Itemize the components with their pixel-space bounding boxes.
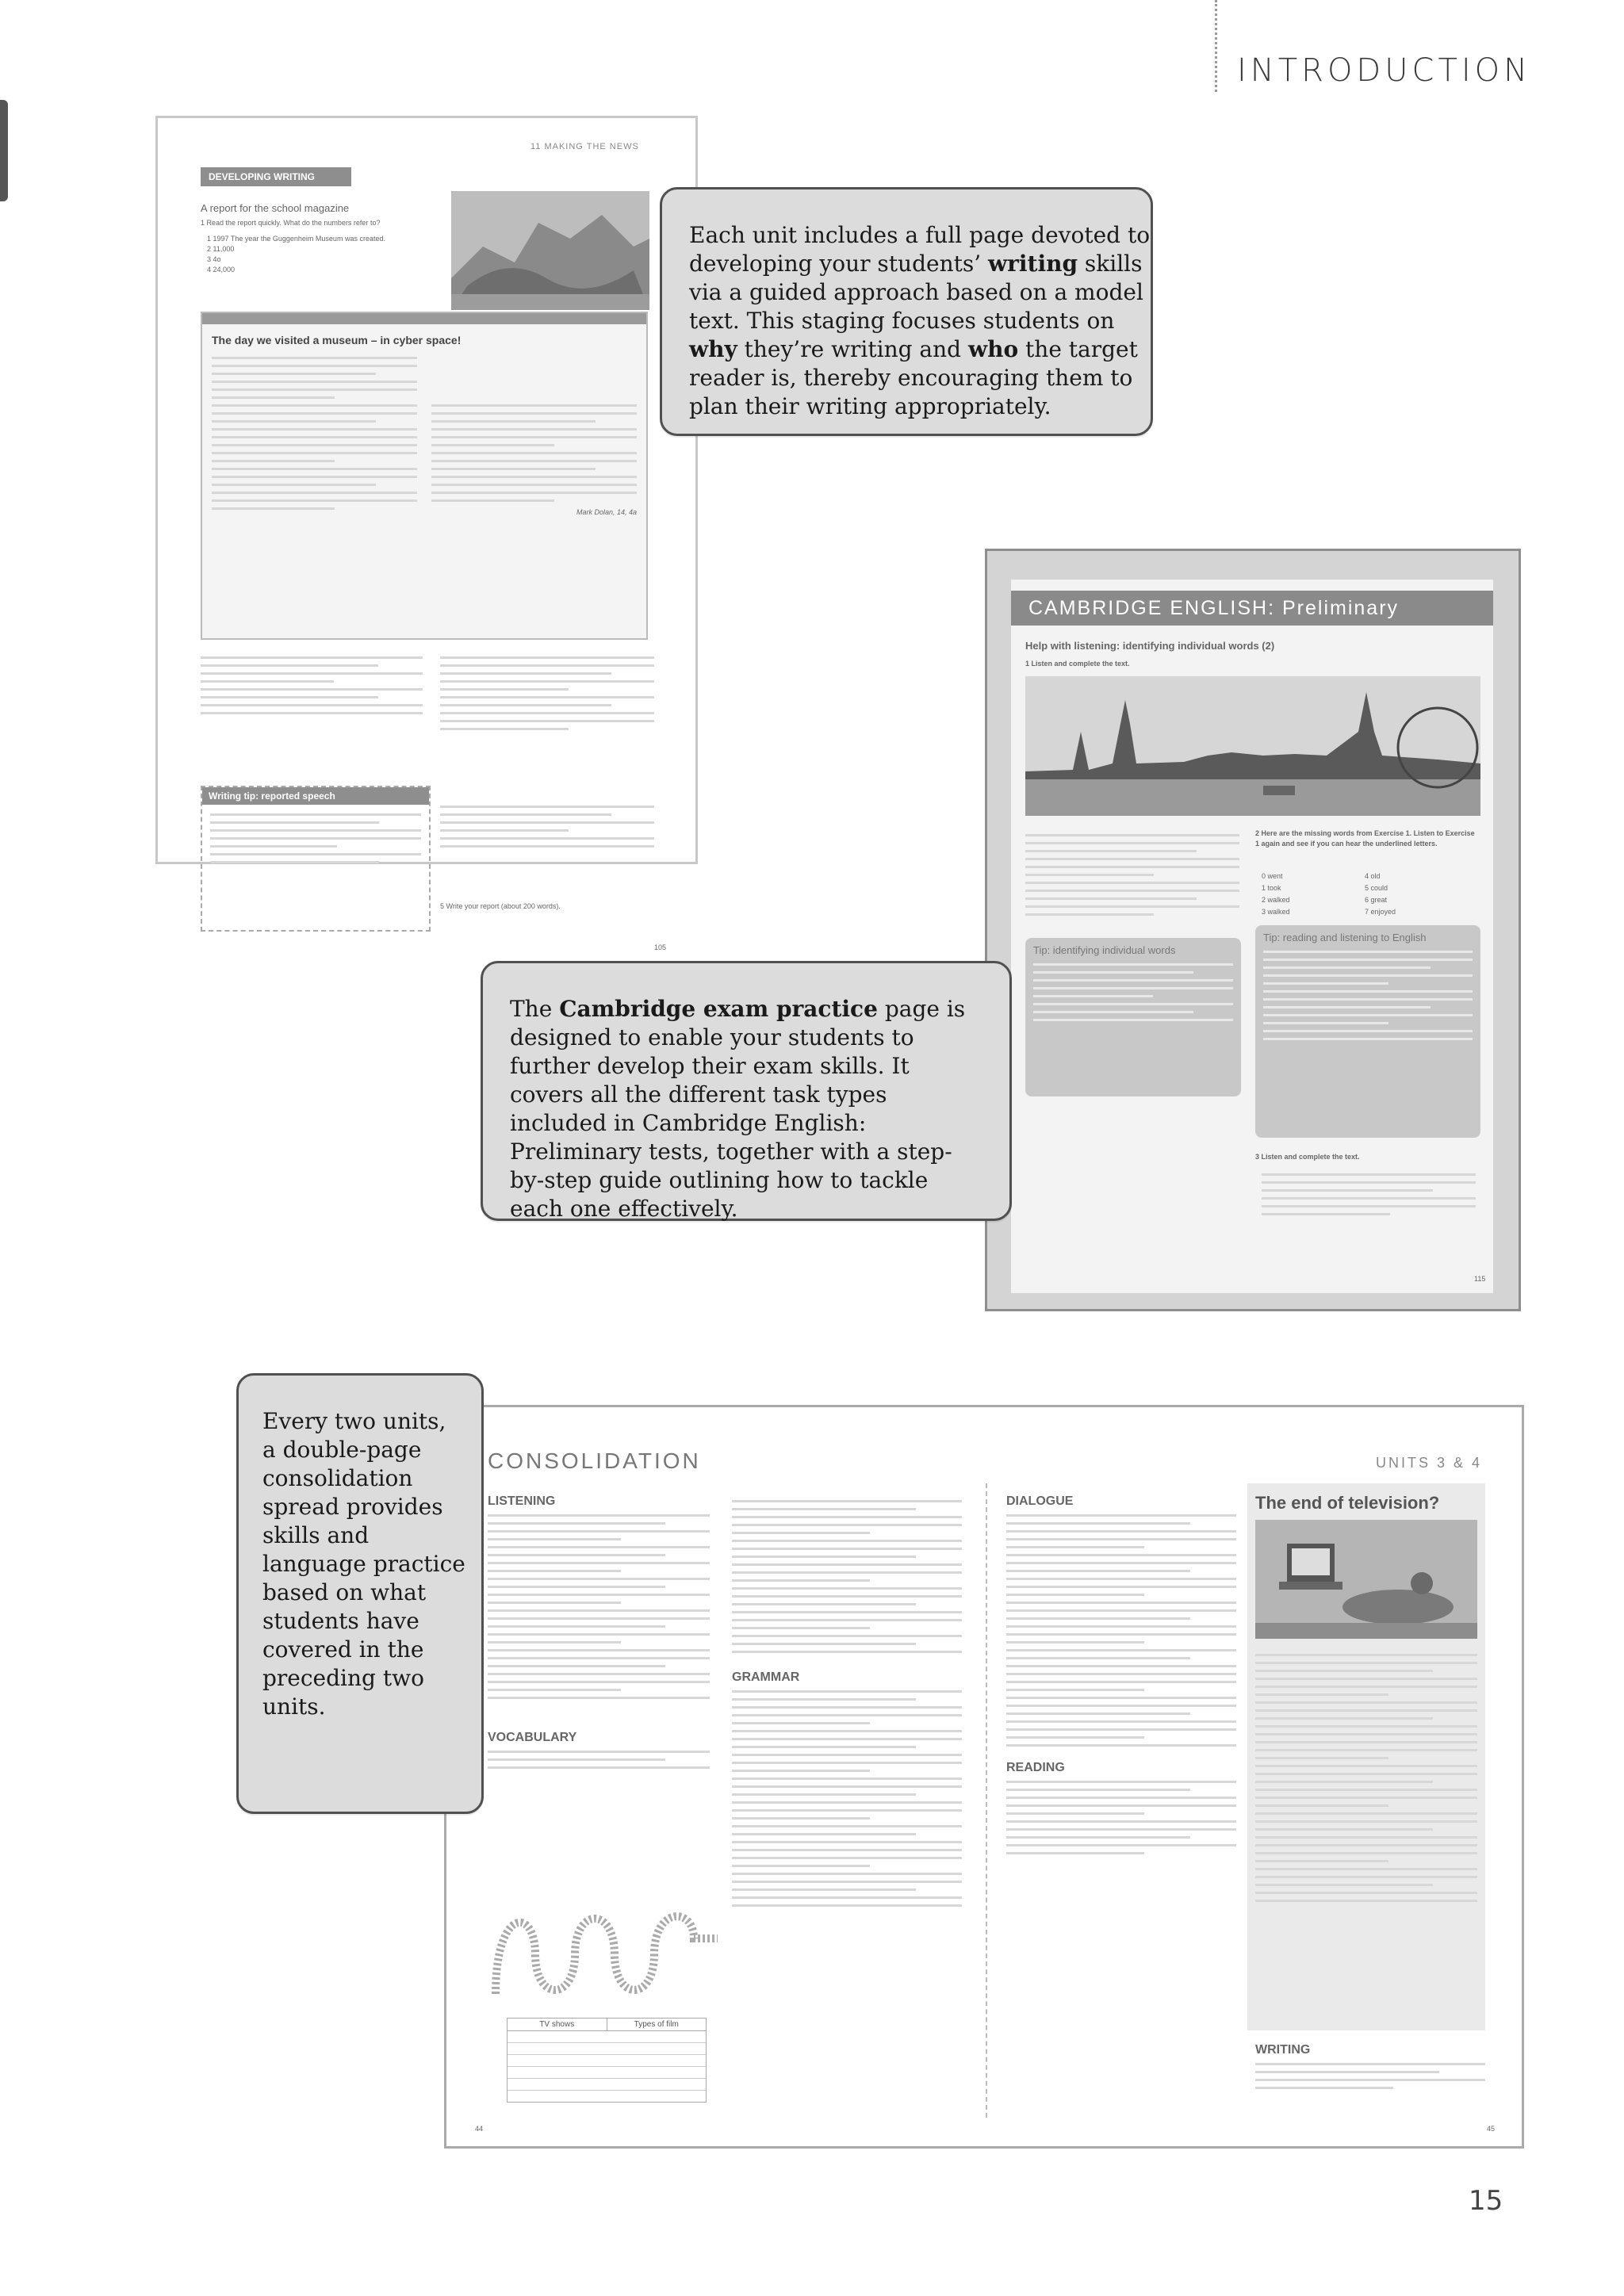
thumb-unit-header: 11 MAKING THE NEWS <box>530 142 639 151</box>
thumb-exercise-3 <box>440 651 654 736</box>
callout-consolidation-text: Every two units, a double-page consolidation spread provides skills and language practice based on what students have covered in the preceding two units. <box>262 1408 465 1720</box>
thumb-article-heading: The end of television? <box>1255 1493 1440 1513</box>
thumb-number-item: 4 24,000 <box>207 266 236 274</box>
callout-writing-text: skills via a guided approach based on a model text. This staging focuses students on <box>689 251 1143 334</box>
callout-exam-text: page is designed to enable your students to further develop their exam skills. It covers all the different task types included in Cambridge English: Preliminary tests, together with a step-by-step guide outlining how to tackle each one effectively. <box>510 996 966 1222</box>
thumb-article-title: The day we visited a museum – in cyber space! <box>212 334 462 346</box>
thumb-exam-gap-text <box>1025 828 1239 921</box>
callout-exam-practice <box>481 961 1012 1221</box>
thumb-exam-tip-2-title: Tip: reading and listening to English <box>1263 932 1427 943</box>
thumbnail-cambridge-exam <box>985 549 1521 1311</box>
thumb-consolidation-title: CONSOLIDATION <box>488 1448 701 1473</box>
thumb-exam-task-3: 3 Listen and complete the text. <box>1255 1153 1360 1161</box>
callout-writing-text: they’re writing and <box>737 336 968 362</box>
thumb-exam-word: 2 walked <box>1262 896 1290 904</box>
thumbnail-consolidation <box>444 1405 1524 2149</box>
thumb-vocab-table-header: TV shows <box>508 2019 607 2030</box>
thumb-listening-heading: LISTENING <box>488 1494 556 1508</box>
thumb-consolidation-page-right: 45 <box>1487 2125 1496 2133</box>
callout-writing <box>660 187 1153 436</box>
callout-writing-emphasis: why <box>689 336 737 362</box>
thumb-spread-divider <box>986 1483 987 2118</box>
thumb-exam-word: 3 walked <box>1262 908 1290 916</box>
callout-exam-emphasis: Cambridge exam practice <box>559 996 878 1022</box>
thumb-reading-heading: READING <box>1006 1761 1065 1774</box>
thumb-exam-word: 0 went <box>1262 872 1283 880</box>
thumb-signature: Mark Dolan, 14, 4a <box>576 508 637 516</box>
thumb-vocab-table-header: Types of film <box>634 2020 679 2029</box>
thumb-exam-task-3-text <box>1262 1168 1476 1221</box>
thumb-writing-tip <box>201 786 431 932</box>
thumb-grammar-heading: GRAMMAR <box>732 1670 800 1684</box>
family-tv-photo <box>1255 1520 1477 1639</box>
thumb-page-number: 105 <box>654 943 667 951</box>
thumbnail-developing-writing <box>155 116 698 951</box>
thumb-col-listening <box>488 1494 710 1774</box>
thumb-exam-tip-2 <box>1255 925 1480 1138</box>
thumb-exam-word: 6 great <box>1365 896 1388 904</box>
callout-writing-emphasis: who <box>968 336 1019 362</box>
header-dotted-rule <box>1215 0 1217 92</box>
thumb-consolidation-page-left: 44 <box>475 2125 484 2133</box>
thumb-exercise-4 <box>440 800 654 853</box>
thumb-article-col-left <box>212 351 417 518</box>
thumb-exam-word: 4 old <box>1365 872 1381 880</box>
thumb-article-frame <box>201 312 648 640</box>
side-tab-marker <box>0 100 8 201</box>
thumb-writing-heading: WRITING <box>1255 2043 1311 2057</box>
thumb-number-list <box>207 234 397 275</box>
thumb-number-item: 1 1997 The year the Guggenheim Museum was created. <box>207 235 385 243</box>
thumb-exam-word: 1 took <box>1262 884 1281 892</box>
thumb-question-1: 1 Read the report quickly. What do the numbers refer to? <box>201 219 381 227</box>
thumb-exam-tip-1 <box>1025 938 1241 1096</box>
thumb-consolidation-units: UNITS 3 & 4 <box>1376 1455 1483 1471</box>
thumb-vocab-table <box>507 2018 707 2103</box>
section-title: INTRODUCTION <box>1237 52 1532 89</box>
thumb-browser-bar <box>202 313 646 324</box>
thumb-article-col-right <box>431 351 637 518</box>
thumb-exam-page-number: 115 <box>1474 1275 1486 1283</box>
thumb-col-dialogue <box>1006 1494 1236 1860</box>
thumb-col-writing <box>1255 2043 1485 2095</box>
thumb-exercise-2 <box>201 651 423 720</box>
thumb-exam-heading: Help with listening: identifying individual words (2) <box>1025 640 1275 652</box>
thumb-exam-word-list <box>1262 871 1468 917</box>
guggenheim-photo <box>451 191 649 310</box>
callout-consolidation <box>236 1373 484 1814</box>
callout-exam-text: The <box>510 996 560 1022</box>
thumb-exam-word: 7 enjoyed <box>1365 908 1396 916</box>
callout-writing-text: Each unit includes a full page devoted to developing your students’ <box>689 222 1151 277</box>
thumb-col-grammar <box>732 1494 962 1912</box>
london-skyline-photo <box>1025 676 1480 816</box>
thumb-exam-banner-text: CAMBRIDGE ENGLISH: Preliminary <box>1028 597 1400 619</box>
page-number: 15 <box>1469 2185 1503 2217</box>
thumb-question-5: 5 Write your report (about 200 words). <box>440 902 561 910</box>
thumb-number-item: 2 11,000 <box>207 245 235 253</box>
thumb-tip-title: Writing tip: reported speech <box>202 787 429 805</box>
callout-writing-emphasis: writing <box>988 251 1078 277</box>
thumb-section-label-text: DEVELOPING WRITING <box>209 171 316 182</box>
thumb-section-label <box>201 167 351 186</box>
thumb-exam-task-2: 2 Here are the missing words from Exercise 1. Listen to Exercise 1 again and see if you can hear the underlined letters. <box>1255 829 1475 848</box>
thumb-vocabulary-heading: VOCABULARY <box>488 1731 577 1744</box>
thumb-exam-task-1: 1 Listen and complete the text. <box>1025 660 1130 668</box>
thumb-article-box <box>1247 1483 1485 2030</box>
thumb-number-item: 3 4o <box>207 255 221 263</box>
thumb-exam-banner <box>1011 591 1493 626</box>
thumb-exam-tip-1-title: Tip: identifying individual words <box>1033 944 1176 956</box>
thumb-subtitle: A report for the school magazine <box>201 202 350 214</box>
callout-writing-text: the target reader is, thereby encouraging them to plan their writing appropriately. <box>689 336 1138 419</box>
word-snake-graphic <box>488 1891 726 2010</box>
thumb-exam-word: 5 could <box>1365 884 1388 892</box>
thumb-dialogue-heading: DIALOGUE <box>1006 1494 1074 1508</box>
